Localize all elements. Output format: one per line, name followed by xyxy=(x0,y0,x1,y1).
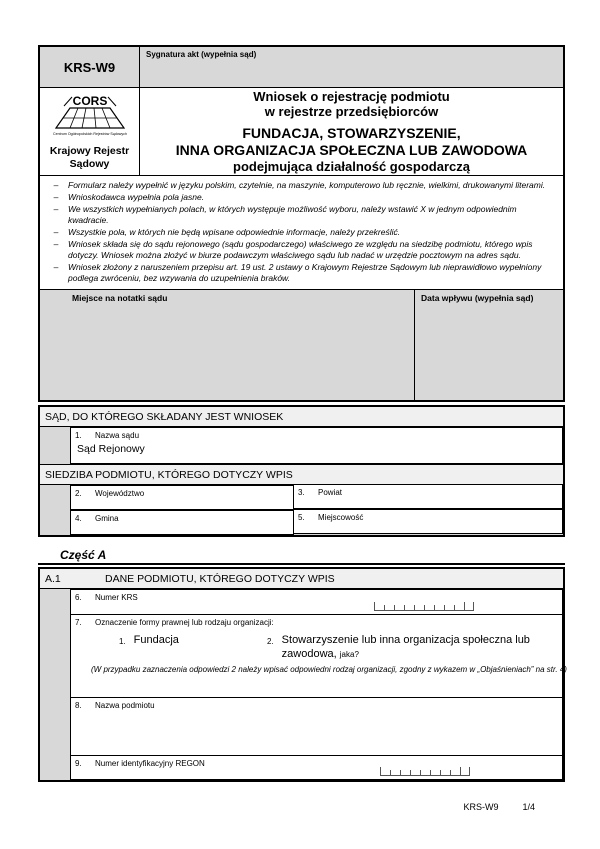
form-title-box xyxy=(140,88,563,175)
krs-number-digit-boxes[interactable] xyxy=(374,603,474,611)
page-footer xyxy=(38,802,565,812)
form-title-line1: Wniosek o rejestrację podmiotu xyxy=(253,88,450,104)
instruction-item xyxy=(44,262,557,284)
dash-bullet: – xyxy=(53,239,59,250)
dash-bullet: – xyxy=(53,204,59,215)
seat-section-header xyxy=(40,464,563,485)
court-name-label: Nazwa sądu xyxy=(95,431,140,441)
cors-logo-subtitle: Centrum Ogólnopolskich Rejestrów Sądowych xyxy=(52,132,127,137)
instruction-item xyxy=(44,239,557,261)
section-a1-block xyxy=(38,567,565,782)
receipt-date-field xyxy=(415,290,563,400)
instruction-text: Wniosek złożony z naruszeniem przepisu art. 19 ust. 2 ustawy o Krajowym Rejestrze Sądowym lub nieprawidłowo wypełniony podlega zwróceniu, bez wzywania do uzupełnienia braków. xyxy=(68,262,542,284)
court-notes-field xyxy=(40,290,415,400)
county-field[interactable] xyxy=(293,484,563,509)
part-a-title: Część A xyxy=(60,548,107,563)
seat-row-1 xyxy=(70,485,563,510)
field-number: 5. xyxy=(298,513,305,523)
header-row-main xyxy=(40,88,563,176)
court-seat-block xyxy=(38,405,565,537)
seat-section-title: SIEDZIBA PODMIOTU, KTÓREGO DOTYCZY WPIS xyxy=(45,469,293,482)
cors-logo-icon xyxy=(44,93,136,145)
court-name-field[interactable] xyxy=(70,427,563,464)
option-fundacja[interactable] xyxy=(119,634,267,662)
krs-number-field[interactable] xyxy=(70,589,563,615)
part-a-heading xyxy=(38,548,565,565)
logo-box xyxy=(40,88,140,175)
form-title-line5: podejmująca działalność gospodarczą xyxy=(233,158,470,174)
instruction-item xyxy=(44,180,557,191)
field-number: 8. xyxy=(75,701,82,711)
header-row-top xyxy=(40,47,563,88)
instruction-text: Wniosek składa się do sądu rejonowego (sądu gospodarczego) właściwego ze względu na siedzibę podmiotu, którego wpis dotyczy. Wniosek można złożyć w biurze podawczym właściwego sądu lub nadać w urzędzie pocztowym na adres sądu. xyxy=(68,239,533,261)
court-section-content xyxy=(40,427,563,464)
commune-field[interactable] xyxy=(70,510,294,535)
cors-logo-text: CORS xyxy=(72,94,107,109)
instruction-item xyxy=(44,192,557,203)
field-number: 4. xyxy=(75,514,82,524)
dash-bullet: – xyxy=(53,180,59,190)
option-number: 2. xyxy=(267,637,274,647)
locality-field[interactable] xyxy=(293,509,563,534)
field-number: 7. xyxy=(75,618,82,628)
form-title-line2: w rejestrze przedsiębiorców xyxy=(264,104,439,120)
county-label: Powiat xyxy=(318,488,343,498)
regon-digit-boxes[interactable] xyxy=(380,768,470,776)
field-number: 1. xyxy=(75,431,82,441)
instructions-list xyxy=(40,176,563,290)
footer-page-number: 1/4 xyxy=(522,802,535,812)
header-block xyxy=(38,45,565,402)
legal-form-note: (W przypadku zaznaczenia odpowiedzi 2 należy wpisać odpowiedni rodzaj organizacji, zgodny z wykazem w „Objaśnieniach” na str. 4) xyxy=(91,664,567,674)
a1-section-code: A.1 xyxy=(45,573,61,586)
locality-label: Miejscowość xyxy=(318,513,364,523)
dash-bullet: – xyxy=(53,192,59,203)
voivodeship-field[interactable] xyxy=(70,485,294,510)
dash-bullet: – xyxy=(53,262,59,273)
seat-row-2 xyxy=(70,510,563,535)
a1-section-title: DANE PODMIOTU, KTÓREGO DOTYCZY WPIS xyxy=(105,573,335,586)
form-code: KRS-W9 xyxy=(63,59,116,75)
seat-section-content xyxy=(40,485,563,535)
instruction-item xyxy=(44,204,557,226)
legal-form-options xyxy=(119,634,558,662)
option-stowarzyszenie[interactable] xyxy=(267,634,582,662)
legal-form-label: Oznaczenie formy prawnej lub rodzaju organizacji: xyxy=(95,618,274,628)
instruction-text: Formularz należy wypełnić w języku polskim, czytelnie, na maszynie, komputerowo lub ręcznie, wielkimi, drukowanymi literami. xyxy=(68,180,546,190)
option-jaka-label: jaka? xyxy=(339,650,359,660)
option-number: 1. xyxy=(119,637,126,647)
option-fundacja-label: Fundacja xyxy=(133,634,179,647)
court-section-title: SĄD, DO KTÓREGO SKŁADANY JEST WNIOSEK xyxy=(45,411,284,424)
court-notes-row xyxy=(40,290,563,400)
footer-form-code: KRS-W9 xyxy=(463,802,499,812)
instruction-text: We wszystkich wypełnianych polach, w których występuje możliwość wyboru, należy wstawić X w jednym odpowiednim kwadracie. xyxy=(68,204,517,226)
court-name-value[interactable]: Sąd Rejonowy xyxy=(77,443,145,456)
a1-section-header xyxy=(40,569,563,589)
registry-name-line2: Sądowy xyxy=(69,157,110,170)
court-notes-label: Miejsce na notatki sądu xyxy=(72,293,168,304)
form-code-box xyxy=(40,47,140,87)
instruction-text: Wszystkie pola, w których nie będą wpisane odpowiednie informacje, należy przekreślić. xyxy=(68,227,401,238)
krs-number-label: Numer KRS xyxy=(95,593,138,603)
field-number: 6. xyxy=(75,593,82,603)
dash-bullet: – xyxy=(53,227,59,238)
registry-name-line1: Krajowy Rejestr xyxy=(49,145,130,158)
form-title-line4: INNA ORGANIZACJA SPOŁECZNA LUB ZAWODOWA xyxy=(175,141,528,158)
receipt-date-label: Data wpływu (wypełnia sąd) xyxy=(421,293,534,304)
option-stowarzyszenie-label: Stowarzyszenie lub inna organizacja społeczna lub zawodowa, xyxy=(281,634,530,661)
commune-label: Gmina xyxy=(95,514,119,524)
instruction-text: Wnioskodawca wypełnia pola jasne. xyxy=(68,192,205,203)
form-title-line3: FUNDACJA, STOWARZYSZENIE, xyxy=(242,125,461,141)
field-number: 9. xyxy=(75,759,82,769)
field-number: 3. xyxy=(298,488,305,498)
a1-section-content xyxy=(40,589,567,780)
regon-number-label: Numer identyfikacyjny REGON xyxy=(95,759,205,769)
entity-name-label: Nazwa podmiotu xyxy=(95,701,155,711)
voivodeship-label: Województwo xyxy=(95,489,145,499)
entity-name-field[interactable] xyxy=(70,697,563,756)
krs-w9-form xyxy=(38,45,565,782)
case-signature-label: Sygnatura akt (wypełnia sąd) xyxy=(146,50,257,59)
regon-number-field[interactable] xyxy=(70,755,563,780)
case-signature-field xyxy=(140,47,563,87)
court-section-header xyxy=(40,407,563,427)
legal-form-field[interactable] xyxy=(70,614,567,698)
instruction-item xyxy=(44,227,557,238)
field-number: 2. xyxy=(75,489,82,499)
